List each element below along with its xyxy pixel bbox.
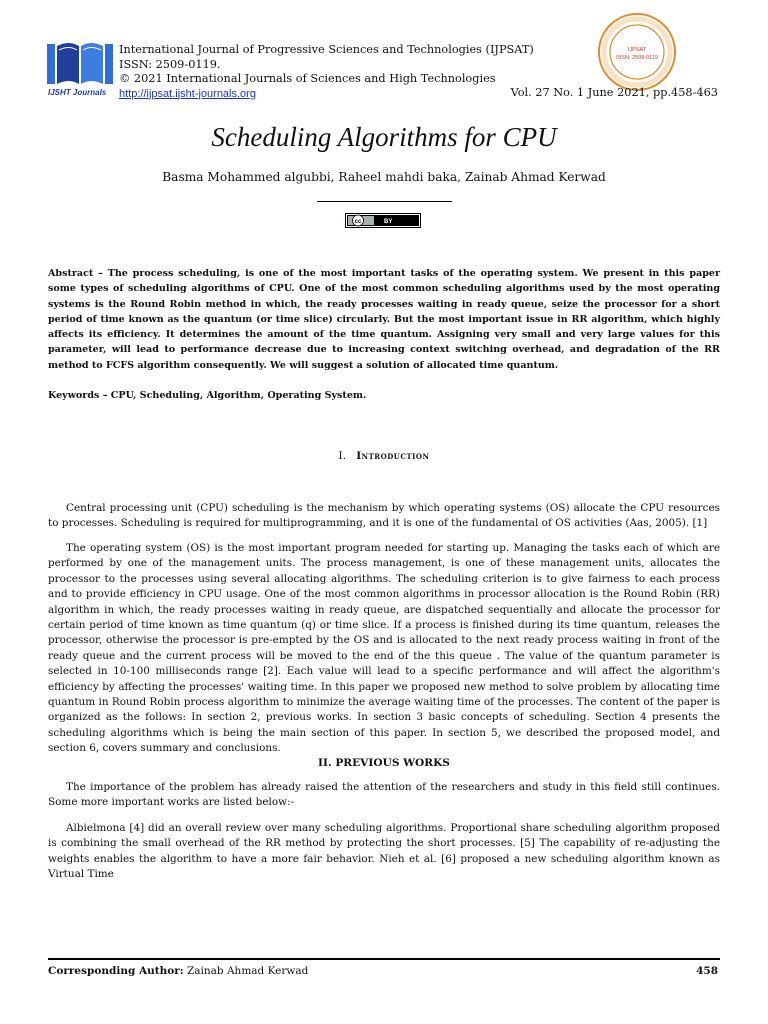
title-divider bbox=[317, 201, 452, 202]
section-heading-introduction bbox=[0, 450, 768, 462]
journal-name: International Journal of Progressive Sciences and Technologies (IJPSAT) bbox=[119, 43, 534, 56]
page-number: 458 bbox=[696, 965, 718, 977]
cc-badge-by-text: BY bbox=[384, 219, 393, 225]
paper-authors: Basma Mohammed algubbi, Raheel mahdi baka, Zainab Ahmad Kerwad bbox=[162, 170, 606, 184]
issn: ISSN: 2509-0119. bbox=[119, 57, 221, 71]
seal-line-1: IJPSAT bbox=[627, 47, 647, 53]
intro-paragraph-1: Central processing unit (CPU) scheduling is the mechanism by which operating systems (OS) allocate the CPU resources to processes. Scheduling is required for multiprogramming, and it is one of the fundamental of OS activities (Aas, 2005). [1] bbox=[48, 502, 720, 530]
corresponding-author-label: Corresponding Author: bbox=[48, 965, 184, 977]
cc-by-license-icon[interactable] bbox=[345, 213, 421, 228]
section-heading-previous-works: II. PREVIOUS WORKS bbox=[318, 757, 450, 769]
journal-info bbox=[119, 43, 534, 101]
copyright: © 2021 International Journals of Sciences and High Technologies bbox=[119, 72, 496, 85]
volume-info: Vol. 27 No. 1 June 2021, pp.458-463 bbox=[510, 86, 718, 99]
corresponding-author-name: Zainab Ahmad Kerwad bbox=[183, 965, 309, 977]
footer-divider bbox=[48, 958, 720, 960]
section-number: I. bbox=[338, 450, 347, 462]
previous-works-paragraph-2: Albielmona [4] did an overall review over many scheduling algorithms. Proportional share scheduling algorithm proposed is combining the small overhead of the RR method by protecting the short processes. [5] The capability of re-adjusting the weights enables the algorithm to have a more fair behavior. Nieh et al. [6] proposed a new scheduling algorithm known as Virtual Time bbox=[48, 822, 720, 881]
corresponding-author bbox=[48, 965, 308, 977]
journal-url-link[interactable]: http://ijpsat.ijsht-journals.org bbox=[119, 87, 256, 100]
section-title: Introduction bbox=[356, 450, 430, 462]
abstract: Abstract – The process scheduling, is one of the most important tasks of the operating system. We present in this paper some types of scheduling algorithms of CPU. One of the most common scheduling algorithms used by the most operating systems is the Round Robin method in which, the ready processes waiting in ready queue, seize the processor for a short period of time known as the quantum (or time slice) circularly. But the most important issue in RR algorithm, which highly affects its efficiency. It determines the amount of the time quantum. Assigning very small and very large values for this parameter, will lead to performance decrease due to increasing context switching overhead, and degradation of the RR method to FCFS algorithm consequently. We will suggest a solution of allocated time quantum. bbox=[48, 268, 720, 371]
journal-seal-icon bbox=[596, 11, 678, 93]
paper-title: Scheduling Algorithms for CPU bbox=[211, 122, 557, 152]
seal-line-2: ISSN: 2509-0119 bbox=[616, 55, 658, 61]
intro-paragraph-2: The operating system (OS) is the most important program needed for starting up. Managing the tasks each of which are performed by one of the management units. The process management, is one of these management units, allocates the processor to the processes using several allocating algorithms. The scheduling criterion is to give fairness to each process and to provide efficiency in CPU usage. One of the most common algorithms in processor allocation is the Round Robin (RR) algorithm in which, the ready processes waiting in ready queue, are dispatched sequentially and allocate the processor for certain period of time known as time quantum (q) or time slice. If a process is finished during its time quantum, releases the processor, otherwise the processor is pre-empted by the OS and is allocated to the next ready process waiting in front of the ready queue and the current process will be moved to the end of the this queue . The value of the quantum parameter is selected in 10-100 milliseconds range [2]. Each value will lead to a specific performance and will affect the algorithm's efficiency by affecting the processes' waiting time. In this paper we proposed new method to solve problem by allocating time quantum in Round Robin process algorithm to minimize the average waiting time of the processes. The content of the paper is organized as the follows: In section 2, previous works. In section 3 basic concepts of scheduling. Section 4 presents the scheduling algorithms which is being the main section of this paper. In section 5, we described the proposed model, and section 6, covers summary and conclusions. bbox=[48, 542, 720, 755]
keywords: Keywords – CPU, Scheduling, Algorithm, Operating System. bbox=[48, 390, 367, 401]
cc-badge-cc-text: cc bbox=[354, 218, 362, 225]
logo-caption: IJSHT Journals bbox=[48, 88, 107, 97]
previous-works-paragraph-1: The importance of the problem has already raised the attention of the researchers and study in this field still continues. Some more important works are listed below:- bbox=[48, 781, 720, 809]
